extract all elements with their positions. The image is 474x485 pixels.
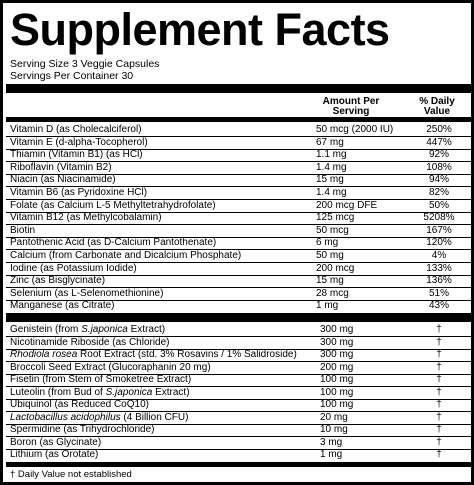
ingredient-amount: 10 mg: [320, 424, 348, 435]
ingredient-name: [10, 399, 149, 411]
nutrient-name: Iodine (as Potassium Iodide): [10, 262, 137, 274]
nutrient-name: Zinc (as Bisglycinate): [10, 275, 106, 287]
vitamin-row: [6, 149, 474, 162]
ingredient-row: [6, 362, 474, 375]
vitamin-row: [6, 275, 474, 288]
nutrient-amount: 6 mg: [316, 237, 339, 249]
nutrient-amount: 50 mcg: [316, 224, 349, 236]
ingredient-daily-value: †: [436, 399, 442, 410]
vitamin-row: [6, 174, 474, 187]
ingredient-daily-value: †: [436, 386, 442, 398]
ingredient-name: [10, 424, 155, 436]
section-divider-bar: [6, 313, 474, 322]
nutrient-amount: 15 mg: [316, 275, 344, 287]
ingredient-name: [10, 449, 98, 461]
nutrient-name: Thiamin (Vitamin B1) (as HCl): [10, 149, 143, 161]
nutrient-amount: 50 mg: [316, 250, 344, 261]
vitamin-row: [6, 288, 474, 301]
nutrient-daily-value: 5208%: [423, 212, 455, 224]
ingredient-row: [6, 324, 474, 337]
ingredient-daily-value: †: [436, 374, 442, 385]
daily-value-header: [404, 97, 470, 117]
amount-per-serving-header: [306, 97, 396, 117]
ingredient-name: [10, 324, 165, 336]
vitamin-row: [6, 187, 474, 200]
nutrient-daily-value: 120%: [426, 237, 452, 249]
ingredient-name: [10, 337, 170, 349]
ingredient-amount: 20 mg: [320, 411, 348, 423]
vitamin-row: [6, 250, 474, 263]
nutrient-name: Pantothenic Acid (as D-Calcium Pantothenate): [10, 237, 217, 249]
nutrient-name: Folate (as Calcium L-5 Methyltetrahydrofolate): [10, 199, 216, 211]
ingredient-row: [6, 412, 474, 425]
ingredient-name-italic: S.japonica: [105, 386, 153, 398]
ingredient-name-italic: S.japonica: [81, 324, 128, 335]
ingredient-row: [6, 387, 474, 400]
ingredient-name-part: (4 Billion CFU): [120, 411, 189, 423]
nutrient-daily-value: 82%: [428, 187, 449, 198]
ingredient-amount: 1 mg: [320, 449, 343, 460]
ingredient-name-part: Lithium (as Orotate): [10, 449, 99, 460]
ingredient-row: [6, 424, 474, 437]
amount-header-line1: Amount Per: [322, 96, 380, 107]
nutrient-daily-value: 51%: [428, 287, 449, 299]
ingredient-daily-value: †: [436, 361, 442, 373]
amount-header-line2: Serving: [332, 106, 370, 117]
vitamin-row: [6, 300, 474, 312]
ingredient-name: [10, 374, 191, 386]
nutrient-daily-value: 94%: [428, 174, 449, 186]
panel-title: Supplement Facts: [10, 4, 390, 55]
nutrient-daily-value: 250%: [426, 124, 452, 135]
ingredient-name-part: Genistein (from: [10, 324, 82, 335]
nutrient-daily-value: 133%: [426, 262, 452, 274]
nutrient-name: Vitamin E (d-alpha-Tocopherol): [10, 136, 148, 148]
ingredient-name-part: Nicotinamide Riboside (as Chloride): [10, 336, 170, 348]
footnote: † Daily Value not established: [10, 469, 132, 480]
nutrient-daily-value: 4%: [431, 250, 447, 261]
nutrient-amount: 1.4 mg: [316, 161, 347, 173]
nutrient-daily-value: 50%: [428, 199, 449, 211]
nutrient-daily-value: 92%: [428, 149, 449, 161]
ingredient-row: [6, 437, 474, 450]
nutrient-name: Vitamin B6 (as Pyridoxine HCl): [10, 187, 148, 198]
dv-header-line1: % Daily: [419, 96, 455, 107]
ingredient-amount: 100 mg: [320, 374, 354, 385]
nutrient-name: Selenium (as L-Selenomethionine): [10, 287, 164, 299]
ingredient-name-part: Extract): [127, 324, 166, 335]
ingredient-daily-value: †: [436, 436, 442, 448]
nutrient-amount: 125 mcg: [316, 212, 355, 224]
nutrient-daily-value: 136%: [426, 275, 452, 287]
vitamin-row: [6, 212, 474, 225]
ingredient-row: [6, 374, 474, 387]
ingredient-name-italic: Lactobacillus acidophilus: [10, 411, 121, 423]
nutrient-amount: 28 mcg: [316, 287, 349, 299]
ingredient-name-part: Extract): [152, 386, 190, 398]
servings-per-container: Servings Per Container 30: [10, 70, 134, 82]
ingredient-row: [6, 337, 474, 350]
nutrient-daily-value: 108%: [426, 161, 452, 173]
ingredient-name: [10, 349, 297, 361]
ingredient-amount: 3 mg: [320, 436, 343, 448]
column-header-bar: [6, 117, 474, 122]
ingredient-amount: 300 mg: [320, 324, 354, 335]
vitamin-row: [6, 200, 474, 213]
nutrient-amount: 1.1 mg: [316, 149, 347, 161]
nutrient-name: Biotin: [10, 224, 36, 236]
ingredient-amount: 100 mg: [320, 386, 354, 398]
vitamin-row: [6, 124, 474, 137]
ingredient-name-part: Root Extract (std. 3% Rosavins / 1% Salidroside): [77, 349, 297, 360]
ingredient-name: [10, 387, 190, 399]
ingredient-name-part: Luteolin (from Bud of: [10, 386, 106, 398]
nutrient-daily-value: 167%: [426, 224, 452, 236]
ingredient-name: [10, 437, 101, 449]
ingredient-name-part: Spermidine (as Trihydrochloride): [10, 424, 155, 435]
ingredient-daily-value: †: [436, 336, 442, 348]
ingredient-name: [10, 412, 188, 424]
vitamin-row: [6, 162, 474, 175]
nutrient-amount: 1.4 mg: [316, 187, 347, 198]
nutrient-name: Riboflavin (Vitamin B2): [10, 161, 112, 173]
nutrient-name: Vitamin D (as Cholecalciferol): [10, 124, 142, 135]
ingredient-daily-value: †: [436, 349, 442, 360]
nutrient-amount: 15 mg: [316, 174, 344, 186]
serving-size: Serving Size 3 Veggie Capsules: [10, 58, 160, 70]
nutrient-daily-value: 43%: [428, 300, 449, 312]
footer-divider-bar: [6, 462, 474, 467]
ingredient-row: [6, 349, 474, 362]
ingredient-daily-value: †: [436, 324, 442, 335]
ingredient-amount: 300 mg: [320, 336, 354, 348]
vitamin-row: [6, 263, 474, 276]
nutrient-amount: 1 mg: [316, 300, 339, 312]
nutrient-daily-value: 447%: [426, 136, 452, 148]
dv-header-line2: Value: [423, 106, 451, 117]
ingredient-name-italic: Rhodiola rosea: [10, 349, 78, 360]
ingredient-daily-value: †: [436, 411, 442, 423]
ingredient-name-part: Boron (as Glycinate): [10, 436, 102, 448]
vitamin-row: [6, 237, 474, 250]
ingredient-name: [10, 362, 211, 374]
ingredient-daily-value: †: [436, 424, 442, 435]
nutrient-name: Calcium (from Carbonate and Dicalcium Phosphate): [10, 250, 242, 261]
vitamin-row: [6, 137, 474, 150]
nutrient-amount: 67 mg: [316, 136, 344, 148]
nutrient-name: Manganese (as Citrate): [10, 300, 115, 312]
ingredient-amount: 100 mg: [320, 399, 354, 410]
ingredient-amount: 300 mg: [320, 349, 354, 360]
nutrient-name: Niacin (as Niacinamide): [10, 174, 116, 186]
nutrient-name: Vitamin B12 (as Methylcobalamin): [10, 212, 162, 224]
ingredient-name-part: Fisetin (from Stem of Smoketree Extract): [10, 374, 192, 385]
ingredient-amount: 200 mg: [320, 361, 354, 373]
ingredient-row: [6, 399, 474, 412]
ingredient-row: [6, 449, 474, 461]
nutrient-amount: 200 mcg: [316, 262, 355, 274]
ingredient-name-part: Broccoli Seed Extract (Glucoraphanin 20 mg): [10, 361, 211, 373]
header-divider-bar: [6, 84, 474, 93]
nutrient-amount: 50 mcg (2000 IU): [316, 124, 394, 135]
ingredient-daily-value: †: [436, 449, 442, 460]
nutrient-amount: 200 mcg DFE: [316, 199, 378, 211]
vitamin-row: [6, 225, 474, 238]
ingredient-name-part: Ubiquinol (as Reduced CoQ10): [10, 399, 149, 410]
